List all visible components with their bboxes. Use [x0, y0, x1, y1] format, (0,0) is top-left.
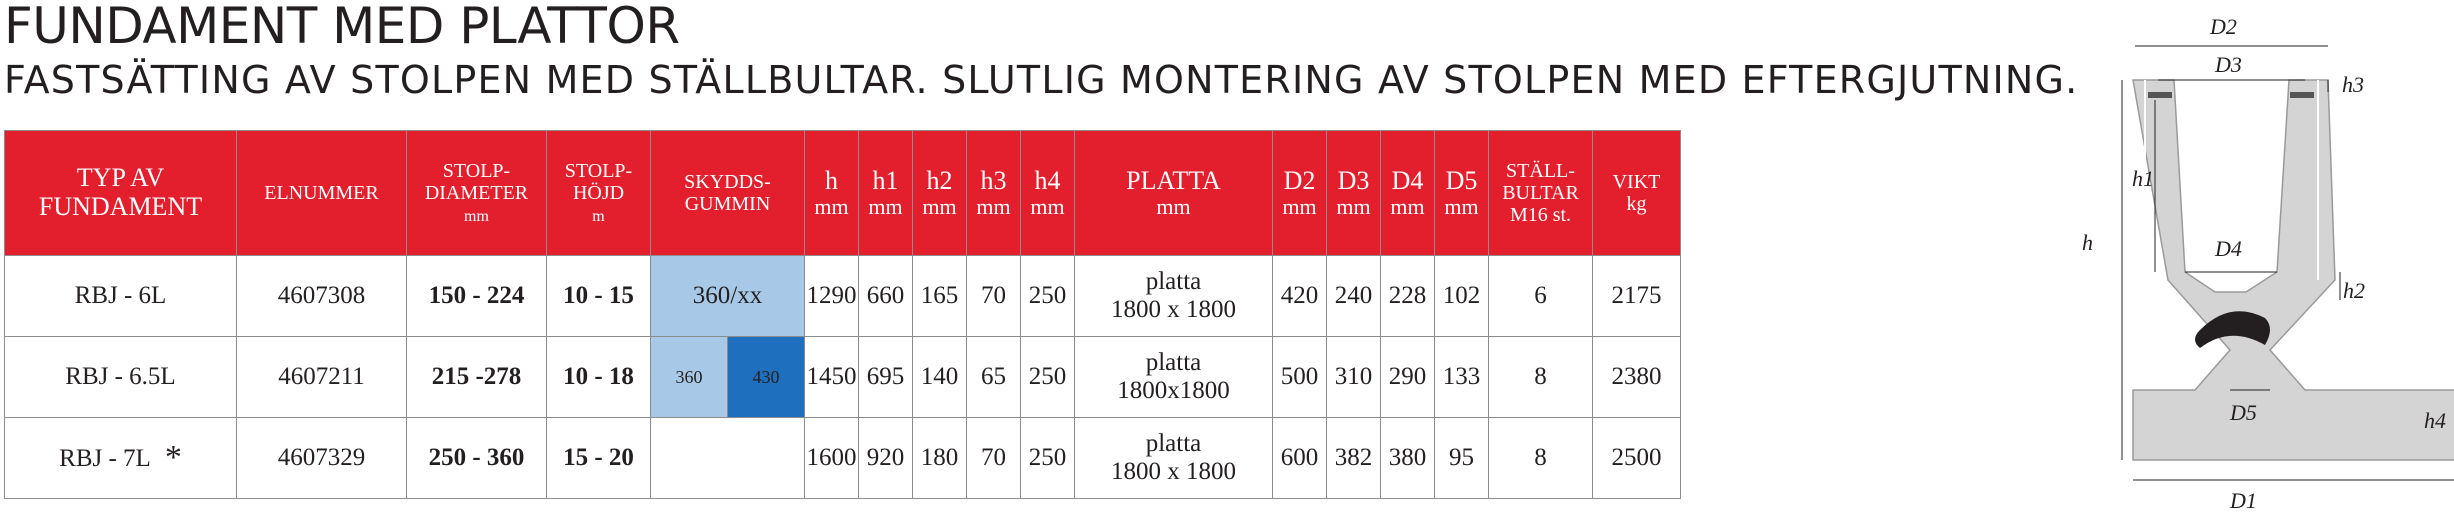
- cell-diameter: 250 - 360: [407, 418, 547, 499]
- cell-diameter: 150 - 224: [407, 256, 547, 337]
- foundation-table: [4, 130, 1681, 499]
- table-row: [5, 256, 1681, 337]
- header-vikt: VIKT kg: [1593, 131, 1681, 256]
- cell-skyddsgummi: [651, 418, 805, 499]
- cell-h4: 250: [1021, 256, 1075, 337]
- cell-d4: 380: [1381, 418, 1435, 499]
- cell-type: RBJ - 6L: [5, 256, 237, 337]
- label-d4: D4: [2215, 236, 2242, 261]
- cell-vikt: 2175: [1593, 256, 1681, 337]
- label-d2: D2: [2210, 14, 2237, 39]
- header-h: h mm: [805, 131, 859, 256]
- cell-hojd: 10 - 18: [547, 337, 651, 418]
- header-h1: h1 mm: [859, 131, 913, 256]
- cell-h3: 70: [967, 256, 1021, 337]
- cell-bultar: 8: [1489, 337, 1593, 418]
- cell-diameter: 215 -278: [407, 337, 547, 418]
- cell-vikt: 2380: [1593, 337, 1681, 418]
- cell-platta: platta 1800 x 1800: [1075, 256, 1273, 337]
- cell-type: RBJ - 6.5L: [5, 337, 237, 418]
- cell-h2: 165: [913, 256, 967, 337]
- cell-hojd: 15 - 20: [547, 418, 651, 499]
- page-title: FUNDAMENT MED PLATTOR: [4, 0, 680, 55]
- header-stallbultar: STÄLL- BULTAR M16 st.: [1489, 131, 1593, 256]
- label-d5: D5: [2230, 400, 2257, 425]
- cell-h2: 140: [913, 337, 967, 418]
- table-row: [5, 418, 1681, 499]
- label-d3: D3: [2215, 52, 2242, 77]
- cell-d4: 228: [1381, 256, 1435, 337]
- cell-d2: 600: [1273, 418, 1327, 499]
- cell-platta: platta 1800 x 1800: [1075, 418, 1273, 499]
- header-skyddsgummin: SKYDDS- GUMMIN: [651, 131, 805, 256]
- cell-h4: 250: [1021, 418, 1075, 499]
- cell-elnummer: 4607308: [237, 256, 407, 337]
- header-d4: D4 mm: [1381, 131, 1435, 256]
- cell-d2: 420: [1273, 256, 1327, 337]
- cell-d4: 290: [1381, 337, 1435, 418]
- cell-d5: 133: [1435, 337, 1489, 418]
- cell-elnummer: 4607329: [237, 418, 407, 499]
- cell-vikt: 2500: [1593, 418, 1681, 499]
- cell-h3: 65: [967, 337, 1021, 418]
- label-h: h: [2082, 230, 2093, 255]
- cell-hojd: 10 - 15: [547, 256, 651, 337]
- top-plate-right: [2290, 92, 2314, 98]
- header-h3: h3 mm: [967, 131, 1021, 256]
- cell-h1: 695: [859, 337, 913, 418]
- cell-elnummer: 4607211: [237, 337, 407, 418]
- cell-d3: 382: [1327, 418, 1381, 499]
- cell-skyddsgummi: [651, 337, 805, 418]
- top-plate-left: [2148, 92, 2172, 98]
- table-header-row: [5, 131, 1681, 256]
- cell-d3: 240: [1327, 256, 1381, 337]
- table-row: [5, 337, 1681, 418]
- cell-d3: 310: [1327, 337, 1381, 418]
- cell-h: 1450: [805, 337, 859, 418]
- header-d3: D3 mm: [1327, 131, 1381, 256]
- cell-skyddsgummi: 360/xx: [651, 256, 805, 337]
- label-h3: h3: [2342, 72, 2364, 97]
- cell-bultar: 8: [1489, 418, 1593, 499]
- cell-h1: 920: [859, 418, 913, 499]
- header-typ-av-fundament: TYP AV FUNDAMENT: [5, 131, 237, 256]
- label-h2: h2: [2343, 278, 2365, 303]
- cell-d2: 500: [1273, 337, 1327, 418]
- cell-d5: 95: [1435, 418, 1489, 499]
- cell-h4: 250: [1021, 337, 1075, 418]
- foundation-diagram: [2060, 0, 2454, 524]
- page-subtitle: FASTSÄTTING AV STOLPEN MED STÄLLBULTAR. SLUTLIG MONTERING AV STOLPEN MED EFTERGJUTNING.: [4, 58, 2079, 102]
- asterisk-note: *: [164, 439, 182, 476]
- header-d5: D5 mm: [1435, 131, 1489, 256]
- cell-bultar: 6: [1489, 256, 1593, 337]
- header-stolp-hojd: STOLP- HÖJD m: [547, 131, 651, 256]
- cell-h2: 180: [913, 418, 967, 499]
- cell-h3: 70: [967, 418, 1021, 499]
- label-d1: D1: [2230, 488, 2257, 513]
- cell-h1: 660: [859, 256, 913, 337]
- skyddsgummi-option-430: 430: [728, 337, 804, 417]
- header-h4: h4 mm: [1021, 131, 1075, 256]
- cell-h: 1600: [805, 418, 859, 499]
- cell-d5: 102: [1435, 256, 1489, 337]
- skyddsgummi-option-360: 360: [651, 337, 728, 417]
- header-platta: PLATTA mm: [1075, 131, 1273, 256]
- cell-platta: platta 1800x1800: [1075, 337, 1273, 418]
- header-d2: D2 mm: [1273, 131, 1327, 256]
- label-h1: h1: [2132, 166, 2154, 191]
- cell-h: 1290: [805, 256, 859, 337]
- header-elnummer: ELNUMMER: [237, 131, 407, 256]
- header-stolp-diameter: STOLP- DIAMETER mm: [407, 131, 547, 256]
- header-h2: h2 mm: [913, 131, 967, 256]
- foundation-body-shape: [2133, 80, 2454, 460]
- label-h4: h4: [2424, 408, 2446, 433]
- cell-type: RBJ - 7L *: [5, 418, 237, 499]
